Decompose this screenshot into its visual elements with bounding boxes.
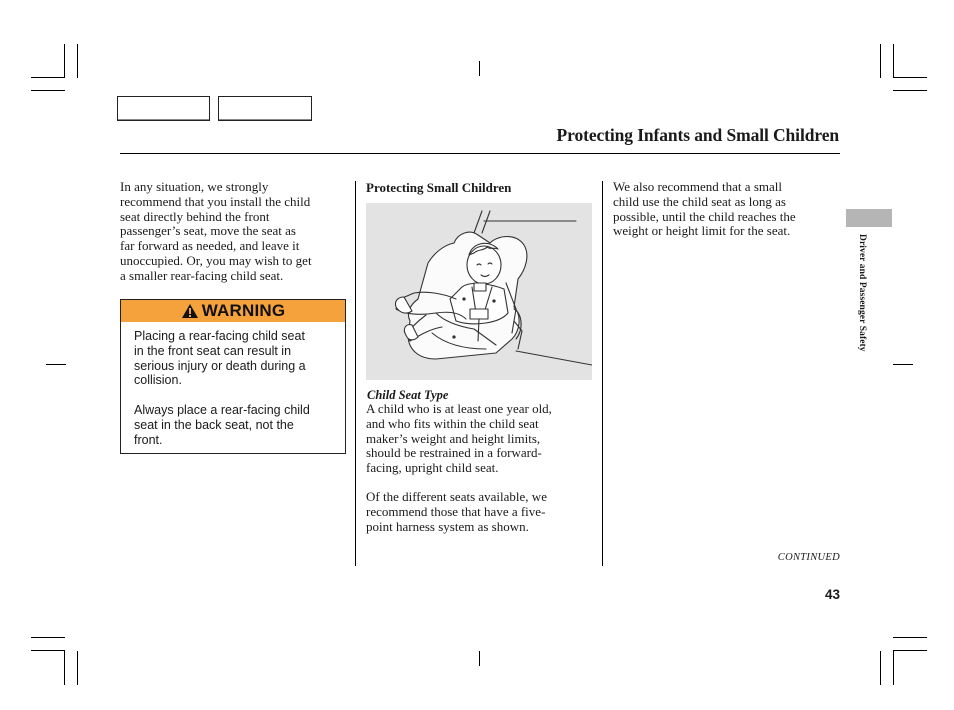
crop-mark — [893, 364, 913, 365]
section-tab-text: Driver and Passenger Safety — [857, 234, 867, 352]
section-tab-label — [856, 234, 870, 394]
crop-mark — [77, 44, 78, 78]
crop-mark — [31, 650, 65, 651]
crop-mark — [46, 364, 66, 365]
crop-mark — [31, 77, 65, 78]
column-divider — [355, 181, 356, 566]
column-divider — [602, 181, 603, 566]
middle-paragraph-2: Of the different seats available, we recommend those that have a five- point harness system as shown. — [366, 489, 547, 534]
image-caption: Child Seat Type — [367, 388, 449, 402]
crop-mark — [880, 651, 881, 685]
title-rule — [120, 153, 840, 154]
crop-mark — [893, 77, 927, 78]
warning-label: WARNING — [201, 301, 286, 320]
right-paragraph: We also recommend that a small child use the child seat as long as possible, until the child reaches the weight or height limit for the seat. — [613, 179, 796, 239]
header-box — [117, 96, 210, 121]
warning-text: Placing a rear-facing child seat in the front seat can result in serious injury or death during a collision. — [134, 329, 306, 388]
page-number: 43 — [824, 587, 840, 602]
section-tab-marker — [846, 209, 892, 227]
continued-label: CONTINUED — [777, 552, 840, 563]
page-title: Protecting Infants and Small Children — [556, 125, 839, 145]
crop-mark — [893, 637, 927, 638]
child-seat-illustration — [366, 203, 592, 380]
warning-triangle-icon — [181, 303, 199, 319]
warning-banner — [121, 300, 345, 322]
crop-mark — [64, 651, 65, 685]
middle-paragraph-1: A child who is at least one year old, and who fits within the child seat maker’s weight and height limits, should be restrained in a forward- facing, upright child seat. — [366, 401, 552, 476]
left-paragraph: In any situation, we strongly recommend that you install the child seat directly behind the front passenger’s seat, move the seat as far forward as needed, and leave it unoccupied. Or, you may wish to get a smaller rear-facing child seat. — [120, 179, 312, 283]
warning-text: Always place a rear-facing child seat in the back seat, not the front. — [134, 403, 310, 447]
crop-mark — [479, 651, 480, 666]
crop-mark — [880, 44, 881, 78]
crop-mark — [893, 44, 894, 78]
crop-mark — [893, 90, 927, 91]
header-box — [218, 96, 312, 121]
crop-mark — [893, 650, 927, 651]
section-heading: Protecting Small Children — [366, 180, 512, 195]
warning-box — [120, 299, 346, 454]
crop-mark — [479, 61, 480, 76]
crop-mark — [31, 637, 65, 638]
crop-mark — [893, 651, 894, 685]
crop-mark — [31, 90, 65, 91]
crop-mark — [64, 44, 65, 78]
child-seat-drawing — [366, 203, 592, 380]
crop-mark — [77, 651, 78, 685]
